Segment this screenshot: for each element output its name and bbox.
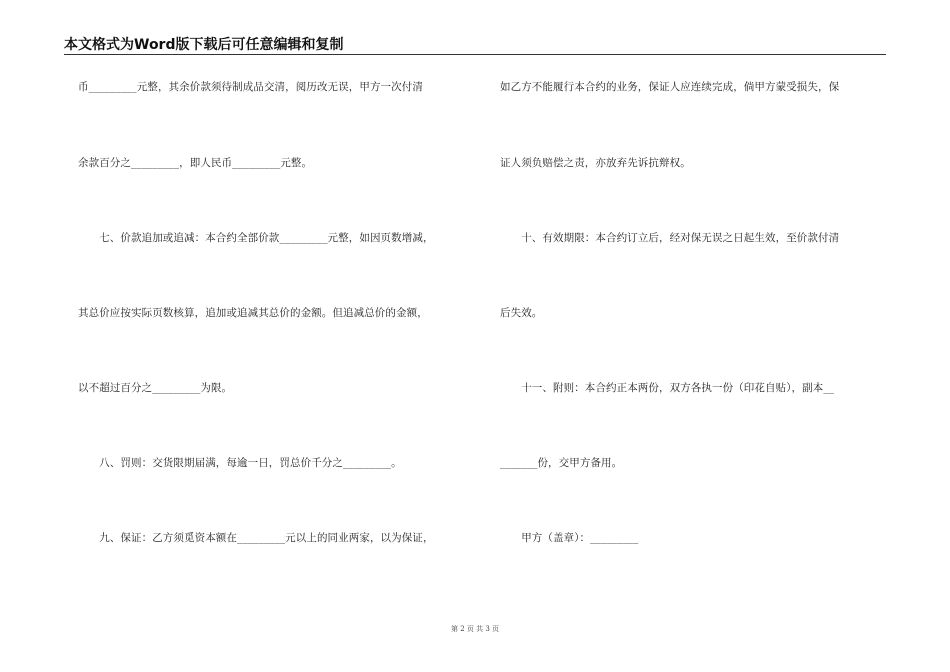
left-line-5: 以不超过百分之_________为限。 bbox=[78, 382, 233, 394]
right-line-2: 证人须负赔偿之责，亦放弃先诉抗辩权。 bbox=[500, 157, 691, 169]
right-line-6: _______份，交甲方备用。 bbox=[500, 457, 623, 469]
document-header bbox=[64, 30, 886, 55]
page-number: 第 2 页 共 3 页 bbox=[450, 625, 500, 633]
right-line-5: 十一、附则：本合约正本两份，双方各执一份（印花自贴），副本__ bbox=[500, 382, 835, 394]
right-line-3: 十、有效期限：本合约订立后，经对保无误之日起生效，至价款付清 bbox=[500, 232, 840, 244]
right-line-7: 甲方（盖章）：_________ bbox=[500, 532, 639, 544]
left-line-3: 七、价款追加或追减：本合约全部价款_________元整，如因页数增减， bbox=[78, 232, 434, 244]
left-line-6: 八、罚则：交货限期届满，每逾一日，罚总价千分之_________。 bbox=[78, 457, 402, 469]
left-line-7: 九、保证：乙方须觅资本额在_________元以上的同业两家，以为保证， bbox=[78, 532, 434, 544]
right-line-4: 后失效。 bbox=[500, 307, 543, 319]
left-line-1: 币_________元整，其余价款须待制成品交清，阅历改无误，甲方一次付清 bbox=[78, 81, 423, 93]
left-line-2: 余款百分之_________，即人民币_________元整。 bbox=[78, 157, 313, 169]
right-line-1: 如乙方不能履行本合约的业务，保证人应连续完成，倘甲方蒙受损失，保 bbox=[500, 81, 840, 93]
left-line-4: 其总价应按实际页数核算，追加或追减其总价的金额。但追减总价的金额， bbox=[78, 307, 428, 319]
header-title: 本文格式为Word版下载后可任意编辑和复制 bbox=[64, 37, 344, 53]
